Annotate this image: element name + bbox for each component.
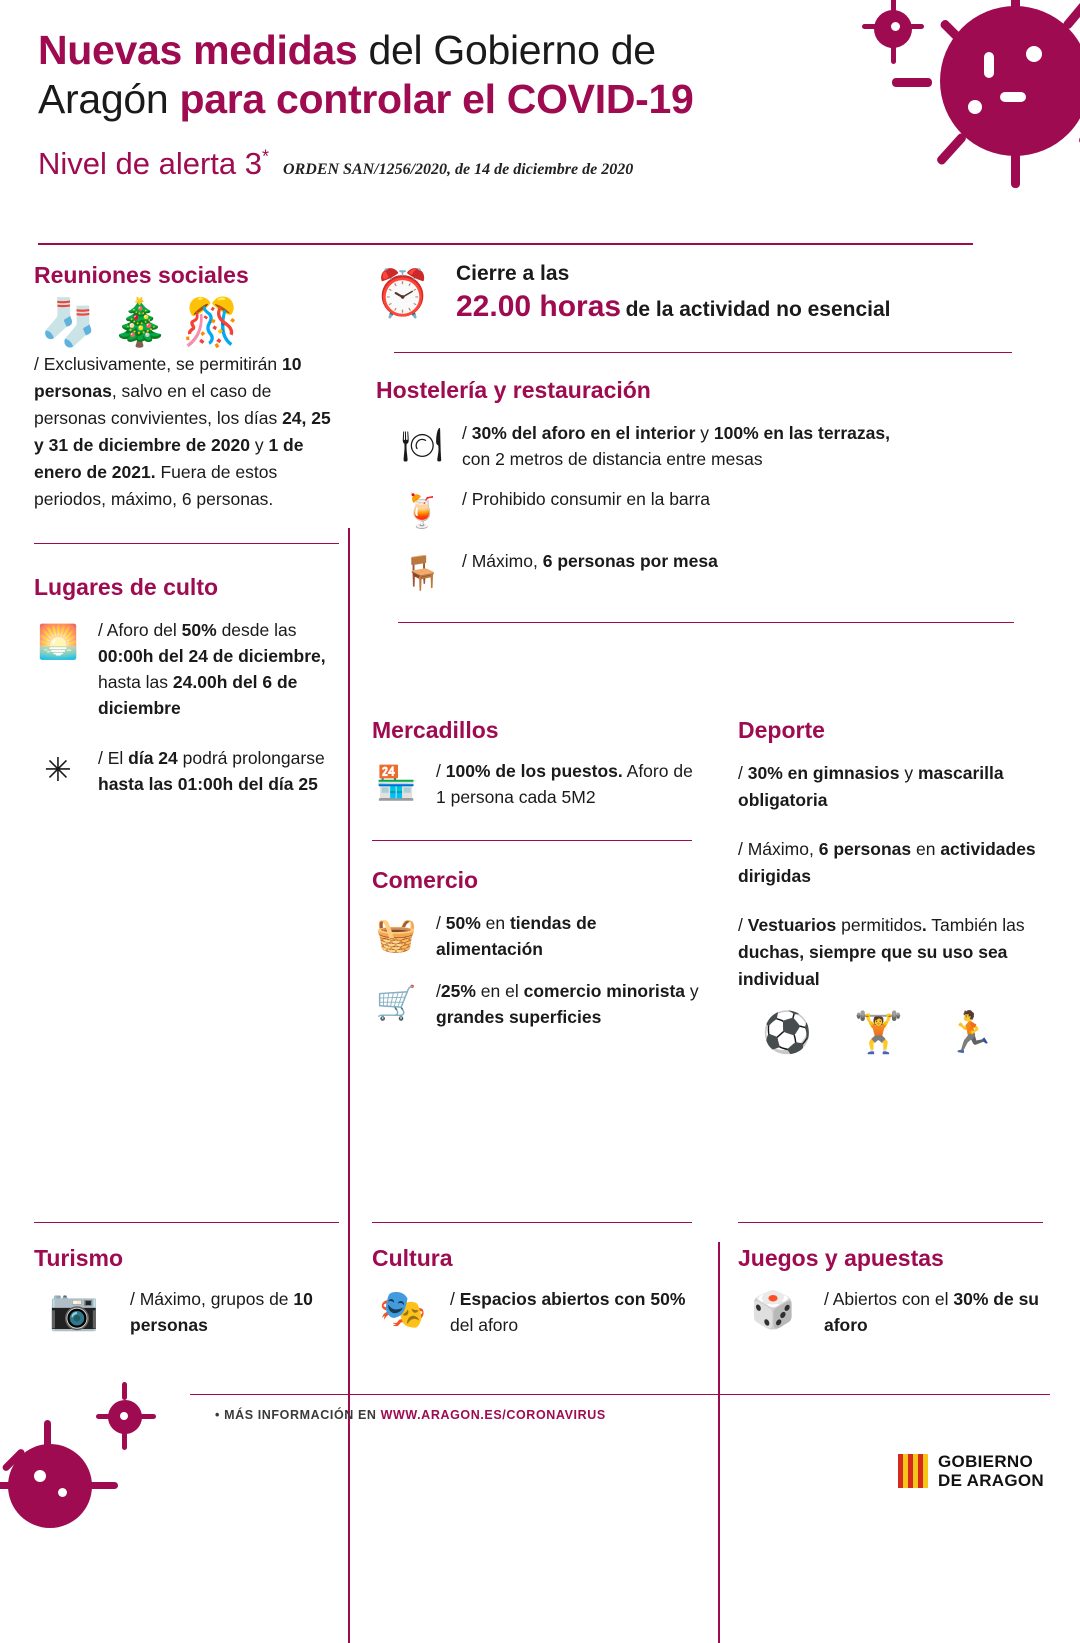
shopping-basket-icon: 🧺	[375, 915, 417, 953]
hospitality-item-text: / Máximo, 6 personas por mesa	[462, 551, 718, 572]
section-title-hospitality: Hostelería y restauración	[376, 377, 651, 404]
worship-item-text: / El día 24 podrá prolongarse hasta las 01:00h del día 25	[98, 748, 325, 795]
section-title-commerce: Comercio	[372, 867, 479, 894]
weightlifter-icon: 🏋	[853, 1011, 904, 1055]
closing-line2: de la actividad no esencial	[625, 298, 891, 321]
christmas-tree-icon: 🎄	[111, 296, 169, 348]
vertical-divider-2	[718, 1242, 720, 1643]
commerce-item-text: / 50% en tiendas de alimentación	[436, 913, 597, 960]
section-title-social: Reuniones sociales	[34, 262, 249, 288]
table-chairs-icon: 🪑	[401, 553, 443, 591]
social-text: / Exclusivamente, se permitirán 10 personas, salvo en el caso de personas convivientes, los días 24, 25 y 31 de diciembre de 2020 y 1 de enero de 2021. Fuera de estos periodos, máximo, 6 personas.	[34, 354, 331, 509]
section-title-markets: Mercadillos	[372, 717, 499, 743]
title-part-1: Nuevas medidas	[38, 27, 358, 73]
sport-icons	[762, 1013, 1053, 1053]
serving-dish-icon: 🍽	[401, 425, 443, 463]
section-title-worship: Lugares de culto	[34, 574, 219, 601]
gambling-text: / Abiertos con el 30% de su aforo	[824, 1289, 1039, 1336]
alert-level	[38, 146, 269, 182]
header-divider	[38, 243, 973, 245]
page-title	[38, 26, 868, 124]
markets-item-text: / 100% de los puestos. Aforo de 1 persona cada 5M2	[436, 761, 693, 807]
market-stall-icon: 🏪	[375, 763, 417, 801]
section-title-gambling: Juegos y apuestas	[738, 1245, 944, 1272]
section-title-culture: Cultura	[372, 1245, 453, 1272]
social-icons	[40, 296, 339, 348]
runner-icon: 🏃	[945, 1011, 996, 1055]
footer-bullet: •	[215, 1408, 220, 1422]
divider-tourism-top	[34, 1222, 339, 1223]
logo-line-2: DE ARAGON	[938, 1471, 1044, 1490]
order-reference: ORDEN SAN/1256/2020, de 14 de diciembre de 2020	[283, 161, 634, 178]
divider-closing-hospitality	[394, 352, 1012, 353]
shopping-cart-icon: 🛒	[375, 983, 417, 1021]
star-icon: ✳	[44, 750, 72, 788]
section-cierre	[372, 262, 1032, 623]
alarm-clock-icon: ⏰	[374, 267, 432, 319]
gobierno-de-aragon-logo	[898, 1452, 1044, 1490]
title-part-3: Aragón	[38, 76, 180, 122]
sport-item-text: / Máximo, 6 personas en actividades dirigidas	[738, 839, 1036, 886]
theatre-masks-icon: 🎭	[379, 1289, 427, 1332]
commerce-item-text: /25% en el comercio minorista y grandes superficies	[436, 981, 699, 1028]
section-reuniones-sociales	[34, 262, 339, 811]
sunrise-icon: 🌅	[37, 622, 79, 660]
section-lugares-de-culto	[34, 574, 339, 797]
worship-item-text: / Aforo del 50% desde las 00:00h del 24 de diciembre, hasta las 24.00h del 6 de diciembre	[98, 620, 326, 719]
tourism-text: / Máximo, grupos de 10 personas	[130, 1289, 313, 1336]
closing-line1: Cierre a las	[456, 262, 570, 285]
section-deporte	[738, 717, 1053, 1053]
aragon-flag-icon	[898, 1454, 928, 1488]
dice-icon: 🎲	[750, 1289, 796, 1331]
alert-level-text: Nivel de alerta 3	[38, 146, 263, 181]
logo-line-1: GOBIERNO	[938, 1452, 1033, 1471]
section-cultura	[372, 1222, 702, 1352]
sport-item-text: / Vestuarios permitidos. También las duchas, siempre que su uso sea individual	[738, 915, 1025, 989]
footer-info	[215, 1408, 606, 1422]
football-icon: ⚽	[762, 1011, 812, 1055]
vertical-divider-1	[348, 528, 350, 1643]
section-hosteleria	[372, 377, 1032, 623]
sport-item-text: / 30% en gimnasios y mascarilla obligatoria	[738, 763, 1004, 810]
culture-text: / Espacios abiertos con 50% del aforo	[450, 1289, 686, 1336]
camera-icon: 📷	[49, 1288, 99, 1333]
section-title-sport: Deporte	[738, 717, 825, 743]
section-juegos-apuestas	[738, 1222, 1053, 1352]
closing-hours: 22.00 horas	[456, 290, 622, 323]
page-header	[38, 26, 868, 182]
divider-hospitality-bottom	[398, 622, 1014, 623]
christmas-stocking-icon: 🧦	[40, 296, 98, 348]
title-part-4: para controlar el COVID-19	[179, 76, 694, 122]
alert-level-asterisk: *	[262, 146, 270, 167]
divider-gambling-top	[738, 1222, 1043, 1223]
footer-url[interactable]: WWW.ARAGON.ES/CORONAVIRUS	[380, 1408, 606, 1422]
divider-markets-commerce	[372, 840, 692, 841]
christmas-bauble-icon: 🎊	[182, 296, 240, 348]
section-turismo	[34, 1222, 339, 1352]
section-title-tourism: Turismo	[34, 1245, 124, 1272]
section-mercadillos-comercio	[372, 717, 702, 1044]
hospitality-item-text: / 30% del aforo en el interior y 100% en las terrazas, con 2 metros de distancia entre mesas	[462, 423, 890, 470]
title-part-2: del Gobierno de	[357, 27, 656, 73]
hospitality-item-text: / Prohibido consumir en la barra	[462, 489, 711, 510]
footer-note-text: MÁS INFORMACIÓN EN	[224, 1408, 381, 1422]
cocktail-icon: 🍹	[401, 491, 443, 529]
footer-divider	[190, 1394, 1050, 1395]
divider-social-worship	[34, 543, 339, 544]
divider-culture-top	[372, 1222, 692, 1223]
